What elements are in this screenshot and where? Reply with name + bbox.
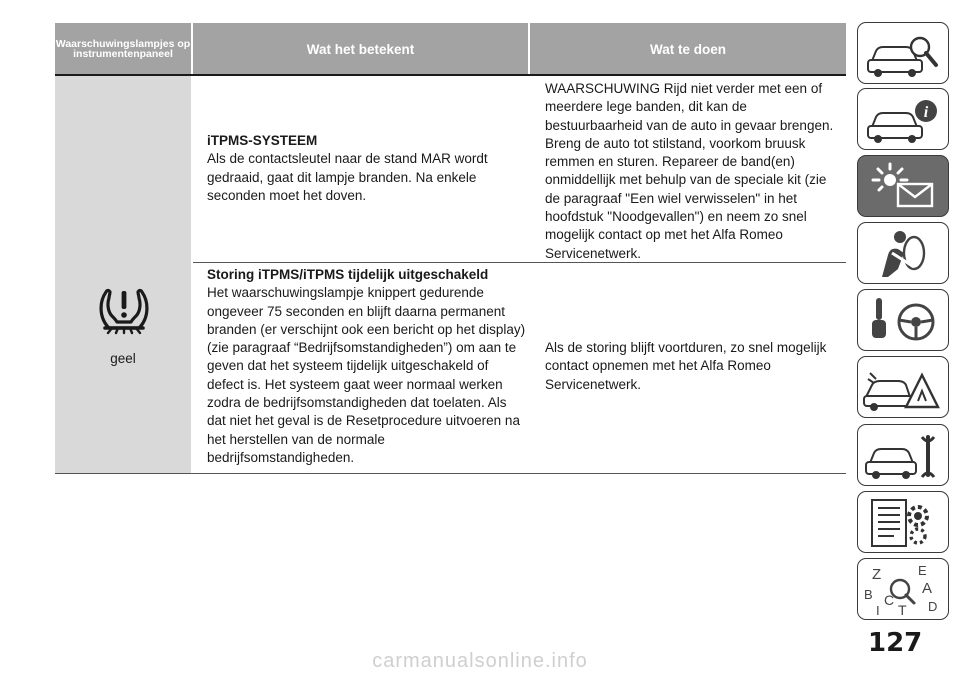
svg-text:Z: Z — [872, 566, 882, 583]
row2-action: Als de storing blijft voortduren, zo snel mogelijk contact opnemen met het Alfa Romeo Servicenetwerk. — [545, 340, 827, 392]
svg-text:C: C — [884, 592, 895, 608]
table-bottom-divider — [55, 473, 846, 474]
tab-car-info[interactable] — [857, 88, 949, 150]
header-action: Wat te doen — [530, 23, 846, 75]
page-number: 127 — [868, 628, 923, 658]
svg-text:D: D — [928, 599, 938, 614]
svg-text:i: i — [923, 104, 929, 121]
alphabetical-index-icon — [858, 559, 949, 620]
tab-car-search[interactable] — [857, 22, 949, 84]
header-meaning: Wat het betekent — [193, 23, 528, 75]
car-info-icon — [858, 89, 949, 150]
row1-meaning — [207, 132, 527, 205]
tab-safety[interactable] — [857, 222, 949, 284]
tab-index[interactable] — [857, 558, 949, 620]
lamp-color-label: geel — [110, 351, 136, 366]
watermark: carmanualsonline.info — [372, 650, 588, 672]
row2-meaning-text: Het waarschuwingslampje knippert gedurende ongeveer 75 seconden en blijft daarna permanent branden (er verschijnt ook een bericht op het display) (zie paragraaf “Bedrijfsomstandigheden”) om aan te geven dat het systeem tijdelijk uitgeschakeld of defect is. Het systeem gaat weer normaal werken zodra de bedrijfsomstandigheden dat toelaten. Als dat niet het geval is de Resetprocedure uitvoeren na het herstellen van de normale bedrijfsomstandigheden. — [207, 285, 526, 465]
car-search-icon — [858, 23, 949, 84]
row1-title: iTPMS-SYSTEEM — [207, 133, 318, 148]
row1-action: WAARSCHUWING Rijd niet verder met een of meerdere lege banden, dit kan de bestuurbaarheid van de auto in gevaar brengen. Breng de auto tot stilstand, voorkom bruusk remmen en sturen. Repareer de band(en) onmiddellijk met behulp van de speciale kit (zie de paragraaf "Een wiel verwisselen" in het hoofdstuk "Noodgevallen") en neem zo snel mogelijk contact op met het Alfa Romeo Servicenetwerk. — [545, 81, 834, 261]
svg-text:I: I — [876, 603, 880, 618]
tab-emergency[interactable] — [857, 356, 949, 418]
tab-warning-lights[interactable] — [857, 155, 949, 217]
row2-title: Storing iTPMS/iTPMS tijdelijk uitgeschakeld — [207, 267, 489, 282]
tab-controls[interactable] — [857, 289, 949, 351]
row1-meaning-text: Als de contactsleutel naar de stand MAR wordt gedraaid, gaat dit lampje branden. Na enkele seconden moet het doven. — [207, 151, 488, 203]
car-wrench-icon — [858, 425, 949, 486]
tab-maintenance[interactable] — [857, 424, 949, 486]
svg-text:E: E — [918, 563, 927, 578]
key-steering-wheel-icon — [858, 290, 949, 351]
airbag-safety-icon — [858, 223, 949, 284]
tire-pressure-warning-icon — [95, 282, 153, 336]
lamp-cell — [55, 76, 191, 473]
car-accident-icon — [858, 357, 949, 418]
row2-meaning — [207, 266, 527, 467]
svg-text:T: T — [898, 602, 907, 618]
tab-technical-data[interactable] — [857, 491, 949, 553]
svg-text:B: B — [864, 587, 873, 602]
row-divider — [193, 262, 846, 263]
warning-lights-icon — [858, 156, 949, 217]
header-warning-lights: Waarschuwingslampjes op instrumentenpaneel — [55, 23, 191, 75]
svg-text:A: A — [922, 580, 933, 597]
specs-gear-icon — [858, 492, 949, 553]
